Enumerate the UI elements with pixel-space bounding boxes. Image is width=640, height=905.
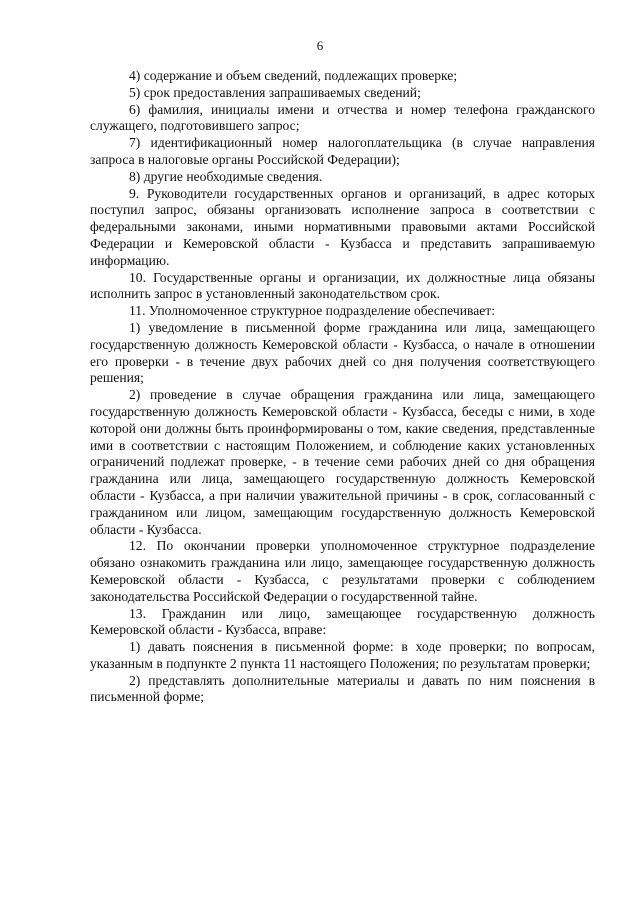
document-body (90, 68, 595, 706)
paragraph: 7) идентификационный номер налогоплательщика (в случае направления запроса в налоговые органы Российской Федерации); (90, 135, 595, 167)
paragraph: 1) давать пояснения в письменной форме: в ходе проверки; по вопросам, указанным в подпункте 2 пункта 11 настоящего Положения; по результатам проверки; (90, 639, 595, 671)
paragraph: 2) представлять дополнительные материалы и давать по ним пояснения в письменной форме; (90, 672, 595, 705)
paragraph: 2) проведение в случае обращения гражданина или лица, замещающего государственную должность Кемеровской области - Кузбасса, беседы с ними, в ходе которой они должны быть проинформированы о том, какие сведения, представленные ими в соответствии с настоящим Положением, и соблюдение каких установленных ограничений подлежат проверке, - в течение семи рабочих дней со дня обращения гражданина или лица, замещающего государственную должность Кемеровской области - Кузбасса, а при наличии уважительной причины - в срок, согласованный с гражданином или лицом, замещающим государственную должность Кемеровской области - Кузбасса. (90, 387, 595, 537)
paragraph: 6) фамилия, инициалы имени и отчества и номер телефона гражданского служащего, подготовившего запрос; (90, 101, 595, 134)
paragraph: 11. Уполномоченное структурное подразделение обеспечивает: (129, 303, 496, 319)
paragraph: 5) срок предоставления запрашиваемых сведений; (129, 84, 421, 100)
paragraph: 1) уведомление в письменной форме гражданина или лица, замещающего государственную должность Кемеровской области - Кузбасса, о начале в отношении его проверки - в течение двух рабочих дней со дня получения соответствующего решения; (90, 319, 595, 386)
paragraph: 8) другие необходимые сведения. (129, 168, 323, 184)
paragraph: 4) содержание и объем сведений, подлежащих проверке; (129, 68, 458, 83)
paragraph: 12. По окончании проверки уполномоченное структурное подразделение обязано ознакомить гражданина или лицо, замещающее государственную должность Кемеровской области - Кузбасса, с результатами проверки с соблюдением законодательства Российской Федерации о государственной тайне. (90, 538, 595, 604)
paragraph: 9. Руководители государственных органов и организаций, в адрес которых поступил запрос, обязаны организовать исполнение запроса в соответствии с федеральными законами, иными нормативными правовыми актами Российской Федерации и Кемеровской области - Кузбасса и представить запрашиваемую информацию. (90, 185, 595, 268)
paragraph: 13. Гражданин или лицо, замещающее государственную должность Кемеровской области - Кузбасса, вправе: (90, 605, 595, 638)
paragraph: 10. Государственные органы и организации, их должностные лица обязаны исполнить запрос в установленный законодательством срок. (90, 269, 595, 302)
page-number: 6 (316, 38, 324, 53)
